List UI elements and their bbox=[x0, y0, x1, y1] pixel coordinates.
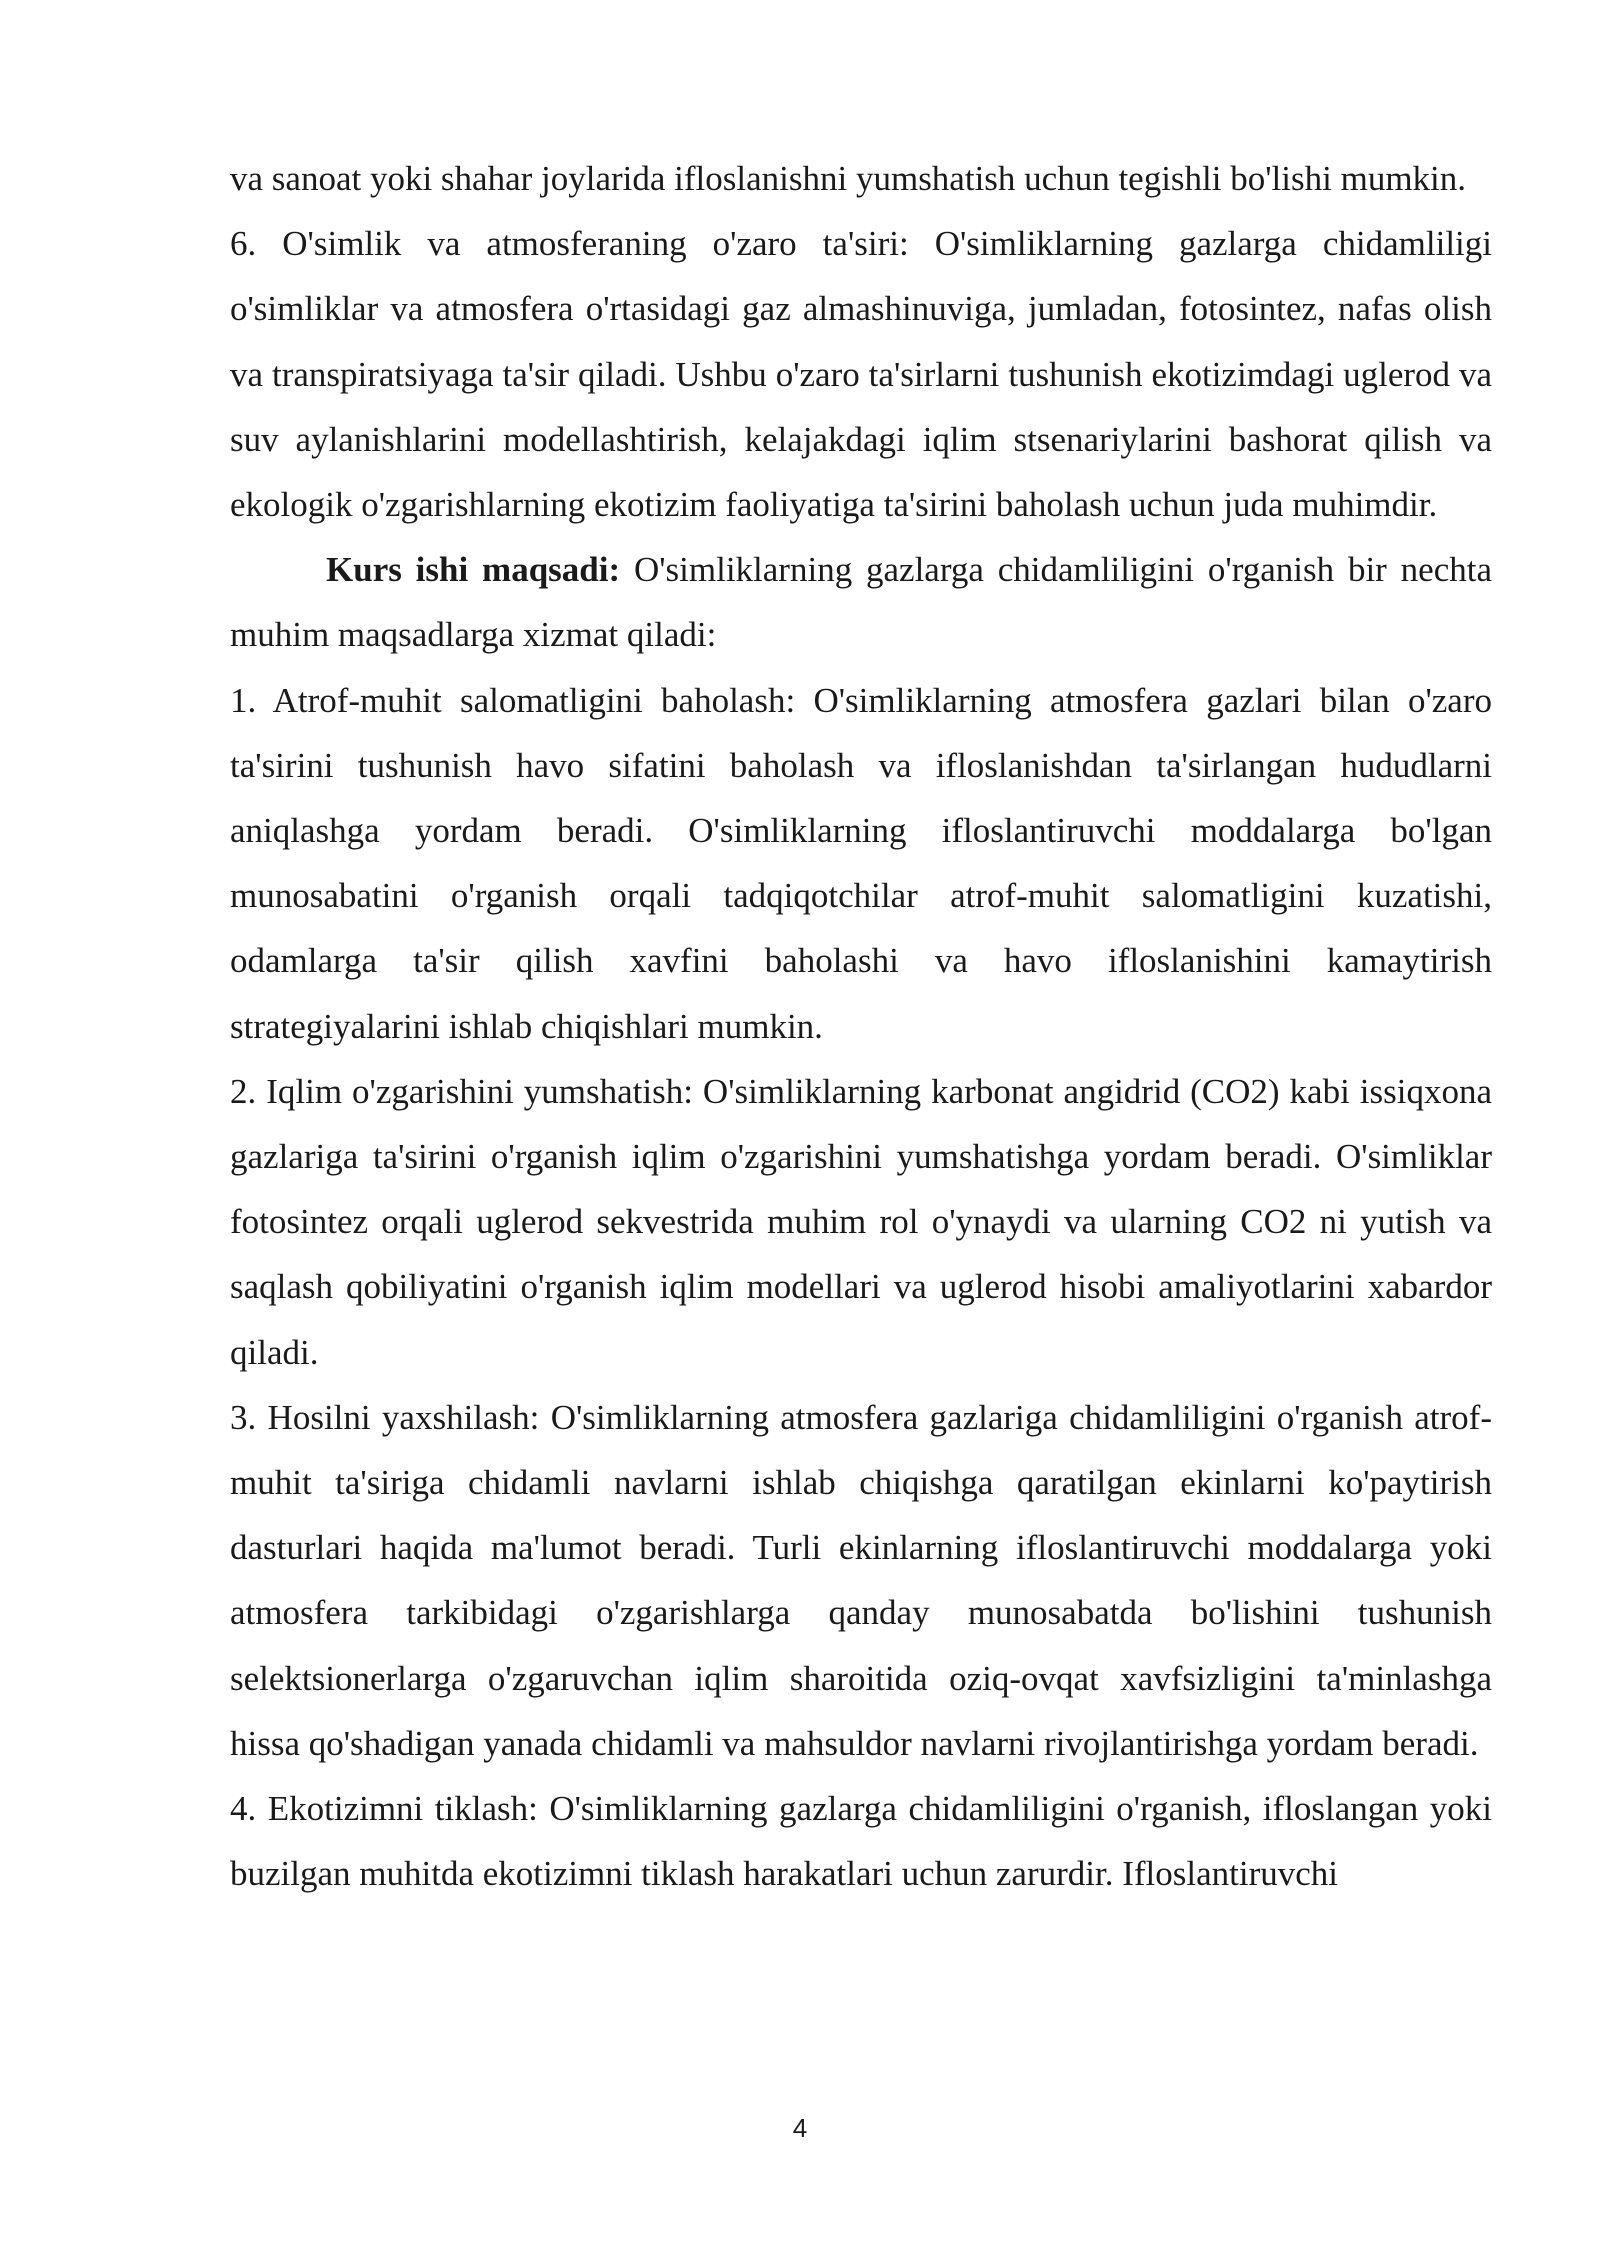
list-item-3: 3. Hosilni yaxshilash: O'simliklarning atmosfera gazlariga chidamliligini o'rganish atrof-muhit ta'siriga chidamli navlarni ishlab chiqishga qaratilgan ekinlarni ko'paytirish dasturlari haqida ma'lumot beradi. Turli ekinlarning ifloslantiruvchi moddalarga yoki atmosfera tarkibidagi o'zgarishlarga qanday munosabatda bo'lishini tushunish selektsionerlarga o'zgaruvchan iqlim sharoitida oziq-ovqat xavfsizligini ta'minlashga hissa qo'shadigan yanada chidamli va mahsuldor navlarni rivojlantirishga yordam beradi. bbox=[230, 1397, 1492, 1763]
paragraph-item-6: 6. O'simlik va atmosferaning o'zaro ta'siri: O'simliklarning gazlarga chidamliligi o'simliklar va atmosfera o'rtasidagi gaz almashinuviga, jumladan, fotosintez, nafas olish va transpiratsiyaga ta'sir qiladi. Ushbu o'zaro ta'sirlarni tushunish ekotizimdagi uglerod va suv aylanishlarini modellashtirish, kelajakdagi iqlim stsenariylarini bashorat qilish va ekologik o'zgarishlarning ekotizim faoliyatiga ta'sirini baholash uchun juda muhimdir. bbox=[230, 224, 1492, 525]
page-number: 4 bbox=[792, 2113, 808, 2143]
list-item-1: 1. Atrof-muhit salomatligini baholash: O'simliklarning atmosfera gazlari bilan o'zaro ta'sirini tushunish havo sifatini baholash va ifloslanishdan ta'sirlangan hududlarni aniqlashga yordam beradi. O'simliklarning ifloslantiruvchi moddalarga bo'lgan munosabatini o'rganish orqali tadqiqotchilar atrof-muhit salomatligini kuzatishi, odamlarga ta'sir qilish xavfini baholashi va havo ifloslanishini kamaytirish strategiyalarini ishlab chiqishlari mumkin. bbox=[230, 680, 1492, 1046]
goal-text: O'simliklarning gazlarga chidamliligini o'rganish bir nechta muhim maqsadlarga xizmat qiladi: bbox=[230, 550, 1492, 655]
list-item-2: 2. Iqlim o'zgarishini yumshatish: O'simliklarning karbonat angidrid (CO2) kabi issiqxona gazlariga ta'sirini o'rganish iqlim o'zgarishini yumshatishga yordam beradi. O'simliklar fotosintez orqali uglerod sekvestrida muhim rol o'ynaydi va ularning CO2 ni yutish va saqlash qobiliyatini o'rganish iqlim modellari va uglerod hisobi amaliyotlarini xabardor qiladi. bbox=[230, 1071, 1492, 1372]
goal-paragraph bbox=[230, 537, 1492, 667]
page-body bbox=[230, 146, 1492, 1906]
list-item-4: 4. Ekotizimni tiklash: O'simliklarning gazlarga chidamliligini o'rganish, ifloslangan yoki buzilgan muhitda ekotizimni tiklash harakatlari uchun zarurdir. Ifloslantiruvchi bbox=[230, 1789, 1492, 1894]
goal-label: Kurs ishi maqsadi: bbox=[326, 550, 621, 590]
paragraph-continuation: va sanoat yoki shahar joylarida ifloslanishni yumshatish uchun tegishli bo'lishi mumkin. bbox=[230, 159, 1467, 198]
